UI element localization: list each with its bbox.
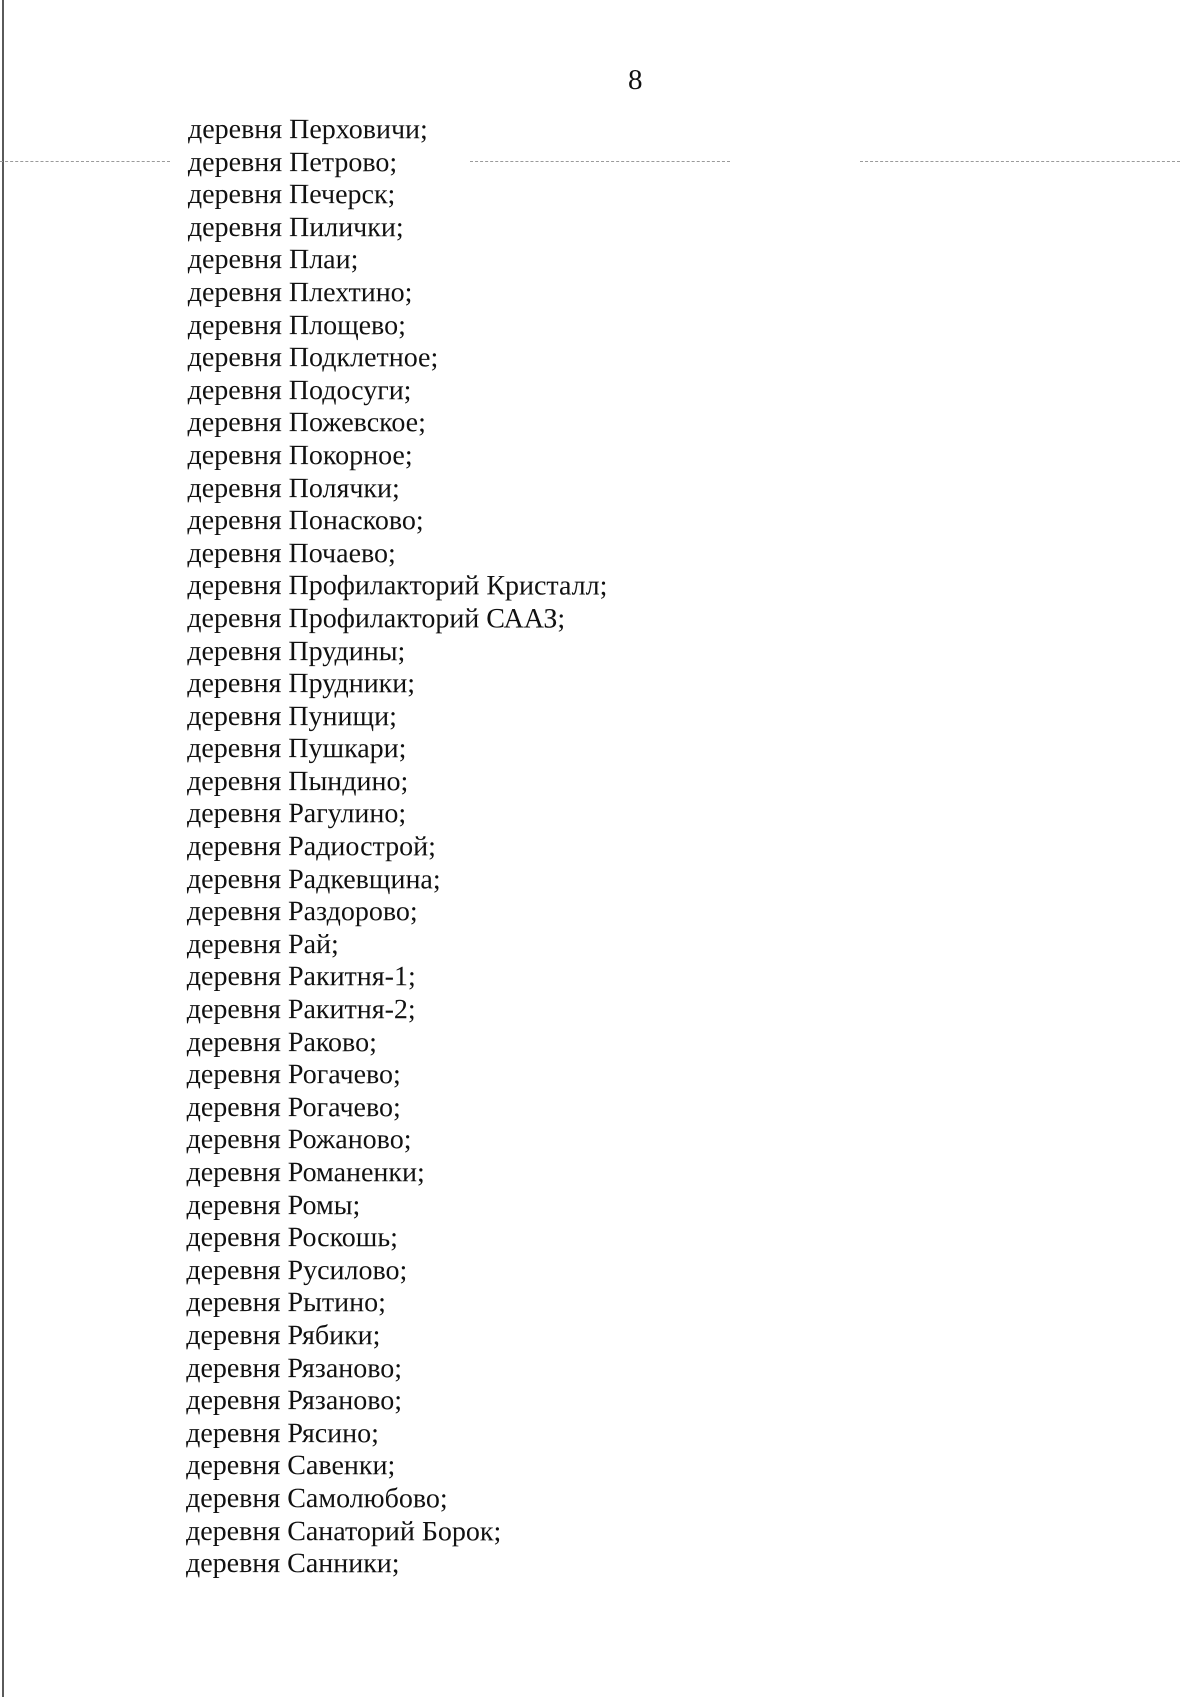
page-number: 8 [628,64,643,96]
list-item: деревня Пунищи; [187,700,397,732]
list-item: деревня Рогачево; [186,1059,401,1091]
list-item: деревня Прудники; [187,668,416,700]
list-item: деревня Рытино; [186,1287,386,1319]
list-item: деревня Плаи; [187,244,359,276]
list-item: деревня Пушкари; [187,733,407,765]
list-item: деревня Плехтино; [187,276,413,309]
list-item: деревня Рай; [186,928,339,961]
list-item: деревня Савенки; [186,1450,396,1482]
list-item: деревня Раздорово; [186,896,418,928]
list-item: деревня Профилакторий СААЗ; [187,602,566,635]
list-item: деревня Раково; [186,1026,377,1058]
list-item: деревня Санаторий Борок; [185,1515,502,1547]
list-item: деревня Самолюбово; [186,1482,448,1515]
settlement-list [186,114,608,1581]
list-item: деревня Рожаново; [186,1124,412,1156]
list-item: деревня Ромы; [186,1189,361,1221]
list-item: деревня Петрово; [187,146,398,178]
list-item: деревня Почаево; [187,537,396,570]
list-item: деревня Ракитня-1; [186,961,416,993]
list-item: деревня Ракитня-2; [186,994,416,1026]
list-item: деревня Рясино; [186,1417,379,1450]
list-item: деревня Рязаново; [186,1352,403,1384]
list-item: деревня Подклетное; [187,342,439,374]
list-item: деревня Пожевское; [187,407,426,439]
list-item: деревня Русилово; [186,1254,408,1287]
list-item: деревня Пилички; [187,211,404,244]
list-item: деревня Радкевщина; [186,863,441,896]
list-item: деревня Подосуги; [187,374,412,407]
list-item: деревня Полячки; [187,472,400,504]
list-item: деревня Перховичи; [187,114,428,146]
scan-edge-line [2,0,4,1697]
list-item: деревня Рагулино; [187,798,407,830]
list-item: деревня Рябики; [186,1319,381,1352]
list-item: деревня Романенки; [186,1156,425,1189]
list-item: деревня Пындино; [187,765,409,798]
list-item: деревня Площево; [187,309,406,341]
list-item: деревня Санники; [185,1548,400,1580]
scan-noise-line [0,161,170,162]
list-item: деревня Покорное; [187,439,413,472]
list-item: деревня Рогачево; [186,1091,401,1124]
list-item: деревня Прудины; [187,635,406,667]
list-item: деревня Роскошь; [186,1222,398,1254]
list-item: деревня Понасково; [187,505,424,537]
list-item: деревня Профилакторий Кристалл; [187,570,608,602]
list-item: деревня Печерск; [187,179,396,211]
scan-noise-line [860,161,1180,162]
list-item: деревня Радиострой; [186,831,436,863]
list-item: деревня Рязаново; [186,1385,403,1417]
